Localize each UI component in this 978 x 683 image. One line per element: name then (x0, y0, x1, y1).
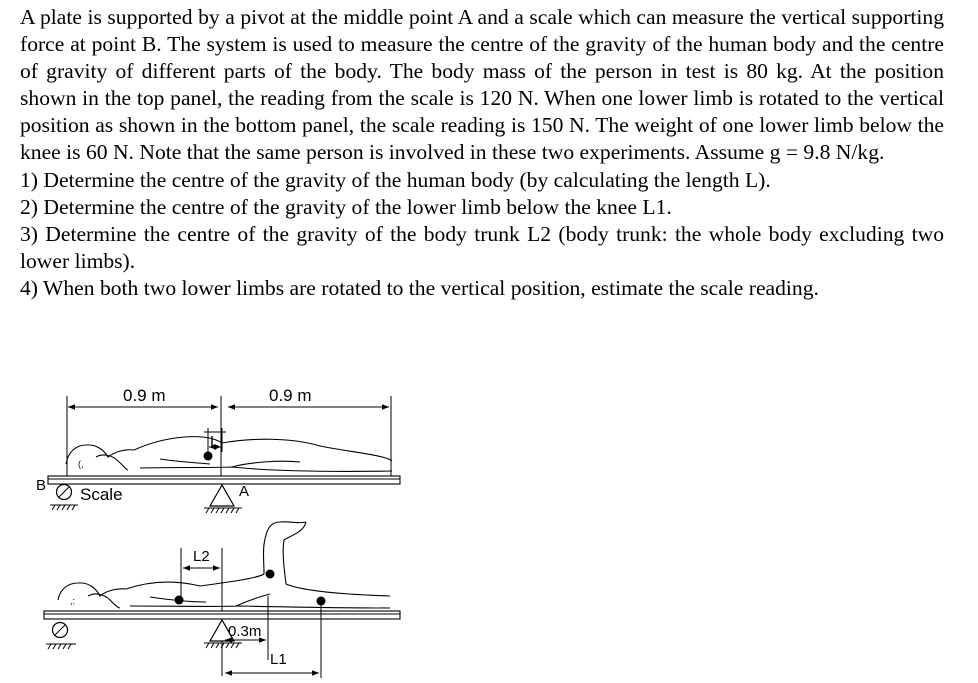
bottom-body-figure (58, 522, 390, 608)
top-scale-label: Scale (80, 485, 123, 504)
bottom-offset-label: 0.3m (228, 623, 262, 640)
question-3: 3) Determine the centre of the gravity of the body trunk L2 (body trunk: the whole body excluding two lower limbs). (20, 221, 944, 273)
bottom-panel (44, 522, 400, 678)
top-panel (36, 386, 400, 513)
svg-text:,:: ,: (70, 596, 76, 606)
bottom-raised-limb-cog-dot (266, 570, 275, 579)
top-length-label: L (210, 433, 219, 450)
bottom-lower-limb-cog-dot (317, 597, 326, 606)
question-2: 2) Determine the centre of the gravity of the lower limb below the knee L1. (20, 194, 672, 219)
problem-intro: A plate is supported by a pivot at the middle point A and a scale which can measure the vertical supporting force at point B. The system is used to measure the centre of the gravity of the human body and the centre of gravity of different parts of the body. The body mass of the person in test is 80 kg. At the position shown in the top panel, the reading from the scale is 120 N. When one lower limb is rotated to the vertical position as shown in the bottom panel, the scale reading is 150 N. The weight of one lower limb below the knee is 60 N. Note that the same person is involved in these two experiments. Assume g = 9.8 N/kg. (20, 5, 944, 165)
top-body-figure (66, 437, 392, 472)
svg-text:(,: (, (78, 459, 84, 469)
bottom-trunk-cog-dot (175, 596, 184, 605)
bottom-plate (44, 611, 400, 619)
bottom-trunk-label: L2 (193, 548, 210, 565)
question-1: 1) Determine the centre of the gravity of the human body (by calculating the length L). (20, 167, 771, 192)
bottom-limb-label: L1 (270, 651, 287, 668)
top-centre-of-gravity-dot (204, 452, 213, 461)
top-plate (48, 476, 400, 484)
top-right-span-label: 0.9 m (269, 386, 312, 405)
top-left-span-label: 0.9 m (123, 386, 166, 405)
top-point-a-label: A (239, 483, 250, 500)
question-4: 4) When both two lower limbs are rotated to the vertical position, estimate the scale reading. (20, 275, 819, 300)
top-pivot-triangle (210, 485, 234, 506)
top-point-b-label: B (36, 477, 47, 494)
